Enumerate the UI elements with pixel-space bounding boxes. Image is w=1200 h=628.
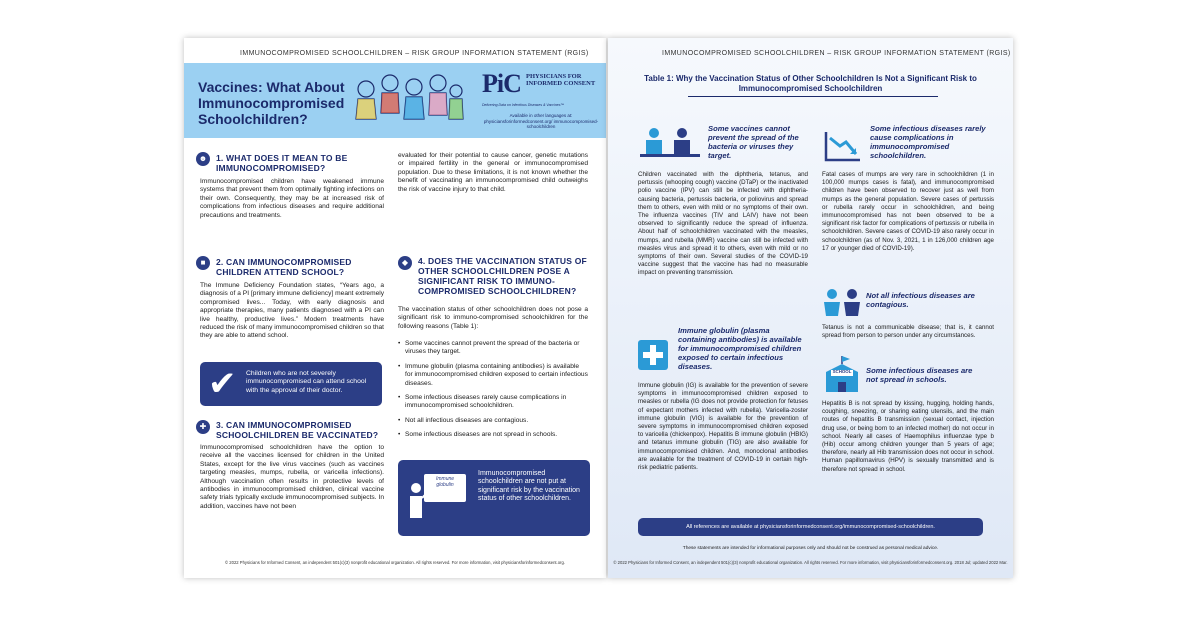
section-3-continued: evaluated for their potential to cause cancer, genetic mutations or impaired fertility in the general or immunocompromised population. Due to these limitations, it is not known whether the benefit of vaccinating an immunocompromised child outweighs the risk of vaccine injury to that child. bbox=[398, 152, 588, 193]
list-item: • Some vaccines cannot prevent the spread of the bacteria or viruses they target. bbox=[398, 340, 588, 357]
cell-c-body: Fatal cases of mumps are very rare in schoolchildren (1 in 100,000 mumps cases is fatal), and immunocompromised children have been observed to recover just as well from mumps as the general population. Severe cases of pertussis or rubella rarely occur in schoolchildren, and being immunocompromised has not been observed to be a significant risk factor for complications of pertussis or rubella in schoolchildren. Severe cases of COVID-19 also rarely occur in schoolchildren (as of Nov. 3, 2021, 1 in 126,000 children age 17 or younger died of COVID-19). bbox=[822, 171, 994, 252]
section-1-title: 1. WHAT DOES IT MEAN TO BE IMMUNOCOMPROMISED? bbox=[216, 153, 348, 173]
school-building-icon bbox=[822, 354, 862, 394]
page-one bbox=[184, 38, 606, 578]
title-rule bbox=[688, 96, 938, 97]
reasons-list bbox=[398, 340, 588, 446]
section-4-title: 4. DOES THE VACCINATION STATUS OF OTHER SCHOOLCHILDREN POSE A SIGNIFICANT RISK TO IMMUNO-COMPROMISED SCHOOLCHILDREN? bbox=[418, 256, 587, 296]
page-two bbox=[608, 38, 1013, 578]
title-banner bbox=[184, 63, 606, 138]
banner-title: Vaccines: What About Immunocompromised Schoolchildren? bbox=[198, 79, 345, 127]
cell-d-body: Tetanus is not a communicable disease; that is, it cannot spread from person to person under any circumstances. bbox=[822, 324, 994, 340]
languages-note: Available in other languages at: physiciansforinformedconsent.org/ immunocompromised-schoolchildren bbox=[483, 113, 599, 129]
pic-logo-name: PHYSICIANS FOR INFORMED CONSENT bbox=[526, 73, 596, 87]
medical-cross-icon bbox=[638, 340, 668, 370]
pic-logo-mark: PiC bbox=[482, 69, 521, 98]
school-sign-text: SCHOOL bbox=[832, 369, 852, 374]
section-2-body: The Immune Deficiency Foundation states, “Years ago, a diagnosis of a PI [primary immune deficiency] meant extremely compromised lives... Today, with early diagnosis and appropriate therapies, many patients diagnosed with a PI can live healthy, productive lives.” Modern treatments have reduced the risk of many immunocompromised children so that they are able to attend school. bbox=[200, 282, 384, 340]
disclaimer: These statements are intended for informational purposes only and should not be construed as personal medical advice. bbox=[682, 546, 939, 551]
callout-attend-school bbox=[200, 362, 382, 406]
logo-tagline: Delivering Data on Infectious Diseases & Vaccines™ bbox=[482, 103, 564, 107]
cell-c-heading: Some infectious diseases rarely cause complications in immunocompromised schoolchildren. bbox=[870, 124, 986, 160]
declining-chart-icon bbox=[822, 130, 862, 164]
page-one-header: IMMUNOCOMPROMISED SCHOOLCHILDREN – RISK GROUP INFORMATION STATEMENT (RGIS) bbox=[240, 50, 589, 57]
classroom-students-icon bbox=[638, 126, 702, 162]
references-bar: All references are available at physiciansforinformedconsent.org/immunocompromised-schoolchildren. bbox=[638, 518, 983, 536]
section-2-title: 2. CAN IMMUNOCOMPROMISED CHILDREN ATTEND SCHOOL? bbox=[216, 257, 352, 277]
callout-not-at-risk bbox=[398, 460, 590, 536]
school-bus-icon: ■ bbox=[196, 256, 210, 270]
table-title: Table 1: Why the Vaccination Status of Other Schoolchildren Is Not a Significant Risk to Immunocompromised Schoolchildren bbox=[644, 74, 977, 93]
list-item: • Not all infectious diseases are contagious. bbox=[398, 417, 588, 425]
checkmark-icon: ✔ bbox=[208, 365, 237, 403]
person-icon: ☻ bbox=[196, 152, 210, 166]
section-3-title: 3. CAN IMMUNOCOMPROMISED SCHOOLCHILDREN BE VACCINATED? bbox=[216, 420, 379, 440]
board-text: Immune globulin bbox=[435, 476, 455, 488]
list-item: • Immune globulin (plasma containing antibodies) is available for immunocompromised children exposed to certain infectious diseases. bbox=[398, 363, 588, 388]
page-one-footer: © 2022 Physicians for Informed Consent, an independent 501(c)(3) nonprofit educational organization. All rights reserved. For more information, visit physiciansforinformedconsent.org. bbox=[225, 560, 565, 565]
callout-attend-text: Children who are not severely immunocompromised can attend school with the approval of their doctor. bbox=[246, 370, 367, 394]
syringe-icon: ✚ bbox=[196, 420, 210, 434]
list-item: • Some infectious diseases rarely cause complications in immunocompromised schoolchildren. bbox=[398, 394, 588, 411]
list-item: • Some infectious diseases are not spread in schools. bbox=[398, 431, 588, 439]
cell-a-heading: Some vaccines cannot prevent the spread of the bacteria or viruses they target. bbox=[708, 124, 799, 160]
section-4-body: The vaccination status of other schoolchildren does not pose a significant risk to immuno-compromised schoolchildren for the following reasons (Table 1): bbox=[398, 306, 588, 330]
page-two-header: IMMUNOCOMPROMISED SCHOOLCHILDREN – RISK GROUP INFORMATION STATEMENT (RGIS) bbox=[662, 50, 1011, 57]
cell-d-heading: Not all infectious diseases are contagious. bbox=[866, 291, 975, 309]
section-3-body: Immunocompromised schoolchildren have the option to receive all the vaccines licensed for children in the United States, except for the live virus vaccines (such as vaccines targeting measles, mumps, rubella, or varicella infections). Although vaccination often results in protective levels of antibodies in immunocompromised children, clinical vaccine safety trials typically exclude immunocompromised subjects. In addition, vaccines have not been bbox=[200, 444, 384, 510]
callout-risk-text: Immunocompromised schoolchildren are not put at significant risk by the vaccination status of other schoolchildren. bbox=[478, 470, 580, 503]
cell-e-body: Hepatitis B is not spread by kissing, hugging, holding hands, coughing, sneezing, or sharing eating utensils, and the main routes of hepatitis B transmission (sexual contact, injection drug use, or being born to an infected mother) do not occur in school. Nearly all cases of Haemophilus influenzae type b (Hib) occur among children younger than 5 years of age; therefore, nearly all Hib transmission does not occur in school. Human papillomavirus (HPV) is sexually transmitted and is therefore not spread in school. bbox=[822, 400, 994, 473]
page-two-footer: © 2022 Physicians for Informed Consent, an independent 501(c)(3) nonprofit educational organization. All rights reserved. For more information, visit physiciansforinformedconsent.org. 2018 Jul; updated 2022 Mar. bbox=[613, 560, 1008, 565]
children-illustration bbox=[352, 69, 464, 131]
two-people-icon bbox=[822, 288, 862, 318]
cell-e-heading: Some infectious diseases are not spread in schools. bbox=[866, 366, 973, 384]
cell-b-heading: Immune globulin (plasma containing antibodies) is available for immunocompromised children exposed to certain infectious diseases. bbox=[678, 326, 802, 371]
cell-b-body: Immune globulin (IG) is available for the prevention of severe symptoms in immunocompromised children exposed to measles or rubella (IG does not provide protection for fetuses of expectant mothers infected with rubella). Varicella-zoster immune globulin (VIG) is available for the prevention of severe symptoms in immunocompromised children exposed to varicella (chickenpox). Hepatitis B immune globulin (HBIG) and tetanus immune globulin (TIG) are also available for immunocompromised children. And, monoclonal antibodies are available for the treatment of COVID-19 in certain high-risk pediatric patients. bbox=[638, 382, 808, 472]
section-1-body: Immunocompromised children have weakened immune systems that prevent them from optimally fighting infections on their own. Consequently, they may be at increased risk of complications from infectious diseases and require additional precautions and treatments. bbox=[200, 178, 384, 219]
cell-a-body: Children vaccinated with the diphtheria, tetanus, and pertussis (whooping cough) vaccine (DTaP) or the inactivated polio vaccine (IPV) can still be infected with diphtheria-causing bacteria, pertussis bacteria, or poliovirus and spread them to others, even with mild or no symptoms of their own. The influenza vaccines (TIV and LAIV) have not been observed to significantly reduce the spread of influenza. About half of schoolchildren vaccinated with the measles, mumps, and rubella (MMR) vaccine can still be infected with measles virus and spread it to others, even with mild or no symptoms of their own. Several studies of the COVID-19 vaccine suggest that the vaccine has had no measurable impact on preventing transmission. bbox=[638, 171, 808, 277]
shield-icon: ◆ bbox=[398, 256, 412, 270]
